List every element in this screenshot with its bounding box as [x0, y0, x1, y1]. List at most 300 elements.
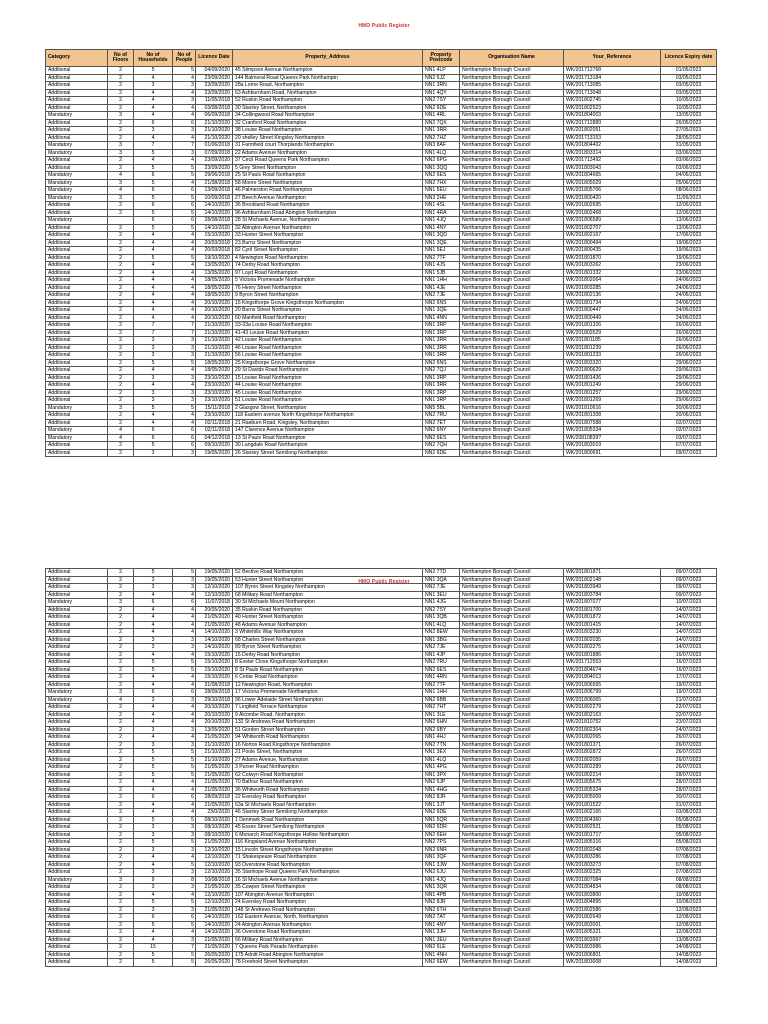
cell-organisation: Northampton Borough Council	[460, 104, 564, 112]
cell-category: Additional	[46, 382, 108, 390]
cell-reference: WK/201713085	[564, 82, 661, 90]
table-row	[46, 704, 717, 712]
cell-people: 4	[173, 929, 196, 937]
table-body	[46, 67, 717, 457]
cell-households: 5	[134, 67, 173, 75]
cell-households: 3	[134, 576, 173, 584]
cell-category: Additional	[46, 284, 108, 292]
cell-floors: 2	[108, 846, 134, 854]
cell-category: Additional	[46, 277, 108, 285]
table-row	[46, 839, 717, 847]
cell-people: 4	[173, 674, 196, 682]
cell-expiry-date: 05/08/2023	[661, 816, 717, 824]
cell-address: 94 Whitworth Road Northampton	[233, 734, 423, 742]
cell-address: 28 St Michaels Avenue, Northampton	[233, 217, 423, 225]
cell-households: 5	[134, 149, 173, 157]
cell-expiry-date: 14/08/2023	[661, 944, 717, 952]
cell-expiry-date: 24/06/2023	[661, 277, 717, 285]
cell-people: 3	[173, 846, 196, 854]
cell-expiry-date: 28/07/2023	[661, 786, 717, 794]
cell-floors: 2	[108, 269, 134, 277]
cell-organisation: Northampton Borough Council	[460, 67, 564, 75]
cell-postcode: NN1 3RP	[423, 397, 460, 405]
cell-reference: WK/201804834	[564, 884, 661, 892]
table-row	[46, 119, 717, 127]
cell-expiry-date: 05/08/2023	[661, 824, 717, 832]
cell-licence-date: 14/10/2020	[196, 224, 233, 232]
cell-people: 6	[173, 434, 196, 442]
cell-people: 4	[173, 704, 196, 712]
table-row	[46, 442, 717, 450]
cell-licence-date: 19/05/2020	[196, 449, 233, 457]
cell-floors: 2	[108, 209, 134, 217]
cell-postcode: NN1 3RR	[423, 344, 460, 352]
cell-organisation: Northampton Borough Council	[460, 344, 564, 352]
cell-licence-date: 20/10/2020	[196, 299, 233, 307]
cell-category: Additional	[46, 337, 108, 345]
cell-floors: 2	[108, 576, 134, 584]
cell-licence-date: 15/11/2018	[196, 404, 233, 412]
cell-postcode: NN1 4LP	[423, 67, 460, 75]
cell-reference: WK/201712553	[564, 659, 661, 667]
cell-reference: WK/201807077	[564, 599, 661, 607]
cell-category: Additional	[46, 606, 108, 614]
table-row	[46, 239, 717, 247]
cell-reference: WK/201801371	[564, 741, 661, 749]
cell-organisation: Northampton Borough Council	[460, 906, 564, 914]
cell-category: Mandatory	[46, 142, 108, 150]
cell-postcode: NN1 4PB	[423, 891, 460, 899]
cell-address: 116 Kingsland Avenue Northampton	[233, 839, 423, 847]
cell-licence-date: 13/05/2020	[196, 269, 233, 277]
cell-postcode: NN2 6ES	[423, 172, 460, 180]
cell-organisation: Northampton Borough Council	[460, 367, 564, 375]
cell-category: Additional	[46, 681, 108, 689]
cell-floors: 2	[108, 951, 134, 959]
cell-organisation: Northampton Borough Council	[460, 846, 564, 854]
cell-licence-date: 23/09/2020	[196, 164, 233, 172]
table-row	[46, 194, 717, 202]
cell-expiry-date: 03/06/2023	[661, 164, 717, 172]
cell-people: 5	[173, 959, 196, 967]
cell-people: 4	[173, 734, 196, 742]
cell-households: 5	[134, 839, 173, 847]
cell-floors: 2	[108, 262, 134, 270]
cell-expiry-date: 05/08/2023	[661, 831, 717, 839]
cell-postcode: NN2 6NS	[423, 299, 460, 307]
cell-households: 5	[134, 254, 173, 262]
cell-postcode: NN2 7QJ	[423, 367, 460, 375]
cell-people: 4	[173, 157, 196, 165]
cell-address: 46 Stanley Street Semilong Northampton	[233, 809, 423, 817]
cell-expiry-date: 14/07/2023	[661, 636, 717, 644]
cell-organisation: Northampton Borough Council	[460, 936, 564, 944]
cell-licence-date: 21/10/2020	[196, 337, 233, 345]
cell-expiry-date: 04/06/2023	[661, 172, 717, 180]
cell-expiry-date: 22/07/2023	[661, 711, 717, 719]
table-row	[46, 352, 717, 360]
cell-licence-date: 21/10/2020	[196, 741, 233, 749]
cell-organisation: Northampton Borough Council	[460, 786, 564, 794]
cell-organisation: Northampton Borough Council	[460, 352, 564, 360]
header-licence-date: Licence Date	[196, 50, 233, 67]
cell-organisation: Northampton Borough Council	[460, 644, 564, 652]
cell-reference: WK/201800691	[564, 449, 661, 457]
cell-licence-date: 21/10/2020	[196, 756, 233, 764]
cell-address: 6 Cedar Road Northampton	[233, 674, 423, 682]
cell-reference: WK/201805321	[564, 929, 661, 937]
cell-reference: WK/201800447	[564, 307, 661, 315]
cell-category: Additional	[46, 202, 108, 210]
table-row	[46, 779, 717, 787]
cell-category: Mandatory	[46, 599, 108, 607]
cell-expiry-date: 24/06/2023	[661, 314, 717, 322]
cell-postcode: NN2 7HZ	[423, 134, 460, 142]
cell-people: 5	[173, 404, 196, 412]
cell-licence-date: 08/10/2020	[196, 824, 233, 832]
cell-expiry-date: 30/07/2023	[661, 794, 717, 802]
cell-licence-date: 14/10/2020	[196, 644, 233, 652]
cell-licence-date: 18/05/2020	[196, 359, 233, 367]
cell-address: 51 Louise Road Northampton	[233, 397, 423, 405]
cell-address: 15 Derby Road Northampton	[233, 651, 423, 659]
table-row	[46, 149, 717, 157]
cell-floors: 2	[108, 337, 134, 345]
cell-postcode: NN1 4JG	[423, 599, 460, 607]
cell-category: Additional	[46, 719, 108, 727]
cell-category: Additional	[46, 771, 108, 779]
cell-households: 4	[134, 674, 173, 682]
cell-expiry-date: 07/08/2023	[661, 861, 717, 869]
cell-households: 5	[134, 756, 173, 764]
cell-licence-date: 19/05/2020	[196, 569, 233, 577]
cell-people: 3	[173, 884, 196, 892]
cell-expiry-date: 28/05/2023	[661, 134, 717, 142]
cell-category: Additional	[46, 367, 108, 375]
table-row	[46, 277, 717, 285]
cell-postcode: NN1 5JB	[423, 269, 460, 277]
cell-households: 4	[134, 734, 173, 742]
cell-licence-date: 21/05/2020	[196, 944, 233, 952]
cell-organisation: Northampton Borough Council	[460, 614, 564, 622]
cell-licence-date: 21/05/2020	[196, 771, 233, 779]
cell-expiry-date: 02/07/2023	[661, 427, 717, 435]
cell-reference: WK/201800494	[564, 239, 661, 247]
cell-expiry-date: 29/06/2023	[661, 389, 717, 397]
cell-reference: WK/201712889	[564, 119, 661, 127]
cell-address: 32 Cranford Road Northampton	[233, 119, 423, 127]
cell-category: Additional	[46, 127, 108, 135]
cell-organisation: Northampton Borough Council	[460, 809, 564, 817]
cell-reference: WK/201803273	[564, 861, 661, 869]
table-row	[46, 666, 717, 674]
cell-floors: 2	[108, 711, 134, 719]
cell-expiry-date: 09/07/2023	[661, 584, 717, 592]
table-row	[46, 367, 717, 375]
cell-postcode: NN1 4QY	[423, 89, 460, 97]
table-row	[46, 696, 717, 704]
cell-category: Additional	[46, 726, 108, 734]
cell-category: Additional	[46, 636, 108, 644]
cell-floors: 2	[108, 277, 134, 285]
cell-address: 3 Purser Road Northampton	[233, 764, 423, 772]
header-address: Property_Address	[233, 50, 423, 67]
cell-licence-date: 10/09/2018	[196, 194, 233, 202]
cell-reference: WK/201805334	[564, 427, 661, 435]
cell-organisation: Northampton Borough Council	[460, 666, 564, 674]
cell-expiry-date: 12/06/2023	[661, 202, 717, 210]
cell-address: 12 Newington Road, Northampton	[233, 681, 423, 689]
cell-households: 4	[134, 614, 173, 622]
cell-category: Additional	[46, 936, 108, 944]
table-row	[46, 599, 717, 607]
cell-households: 3	[134, 884, 173, 892]
cell-licence-date: 21/05/2020	[196, 801, 233, 809]
cell-postcode: NN1 4NY	[423, 921, 460, 929]
cell-address: 52 Ruskin Road Northampton	[233, 97, 423, 105]
table-row	[46, 419, 717, 427]
cell-floors: 2	[108, 419, 134, 427]
cell-expiry-date: 23/06/2023	[661, 269, 717, 277]
cell-people: 4	[173, 367, 196, 375]
cell-postcode: NN1 3EX	[423, 749, 460, 757]
cell-address: 32 Abington Avenue Northampton	[233, 224, 423, 232]
cell-households: 7	[134, 322, 173, 330]
table-row	[46, 382, 717, 390]
table-row	[46, 906, 717, 914]
cell-licence-date: 18/05/2020	[196, 367, 233, 375]
cell-category: Additional	[46, 389, 108, 397]
cell-people: 4	[173, 134, 196, 142]
cell-address: 25 Kingsthorpe Grove Northampton	[233, 359, 423, 367]
cell-postcode: NN1 3QE	[423, 307, 460, 315]
cell-postcode: NN2 7RU	[423, 412, 460, 420]
cell-expiry-date: 09/07/2023	[661, 449, 717, 457]
cell-category: Additional	[46, 352, 108, 360]
cell-postcode: NN2 6ES	[423, 666, 460, 674]
cell-people: 4	[173, 112, 196, 120]
cell-floors: 2	[108, 899, 134, 907]
cell-reference: WK/201801332	[564, 269, 661, 277]
cell-floors: 2	[108, 929, 134, 937]
cell-postcode: NN1 3JW	[423, 861, 460, 869]
cell-address: 70 Balfour Road Northampton	[233, 779, 423, 787]
cell-licence-date: 12/10/2020	[196, 854, 233, 862]
cell-organisation: Northampton Borough Council	[460, 861, 564, 869]
cell-people: 4	[173, 299, 196, 307]
cell-reference: WK/201713153	[564, 134, 661, 142]
cell-category: Additional	[46, 854, 108, 862]
cell-people: 4	[173, 779, 196, 787]
cell-reference: WK/201802289	[564, 764, 661, 772]
cell-people: 3	[173, 869, 196, 877]
cell-reference: WK/201804360	[564, 816, 661, 824]
cell-address: 7 Lingfield Terrace Northampton	[233, 704, 423, 712]
cell-category: Additional	[46, 869, 108, 877]
cell-expiry-date: 13/05/2023	[661, 112, 717, 120]
cell-category: Additional	[46, 67, 108, 75]
cell-reference: WK/201801185	[564, 337, 661, 345]
cell-households: 3	[134, 352, 173, 360]
cell-licence-date: 20/03/2018	[196, 247, 233, 255]
cell-people: 8	[173, 876, 196, 884]
cell-floors: 2	[108, 891, 134, 899]
cell-expiry-date: 03/06/2023	[661, 157, 717, 165]
cell-organisation: Northampton Borough Council	[460, 262, 564, 270]
cell-reference: WK/201805675	[564, 779, 661, 787]
cell-people: 4	[173, 629, 196, 637]
cell-address: 36 Brookland Road Northampton	[233, 202, 423, 210]
cell-households: 6	[134, 119, 173, 127]
cell-people: 4	[173, 247, 196, 255]
cell-expiry-date: 23/06/2023	[661, 262, 717, 270]
page-title: HMO Public Register	[358, 23, 410, 29]
cell-licence-date: 23/10/2020	[196, 382, 233, 390]
cell-postcode: NN2 7JE	[423, 644, 460, 652]
cell-category: Mandatory	[46, 179, 108, 187]
cell-licence-date: 07/09/2018	[196, 149, 233, 157]
cell-people: 3	[173, 352, 196, 360]
cell-postcode: NN1 4JE	[423, 284, 460, 292]
cell-organisation: Northampton Borough Council	[460, 689, 564, 697]
cell-households: 4	[134, 104, 173, 112]
table-row	[46, 771, 717, 779]
cell-households: 5	[134, 442, 173, 450]
cell-floors: 2	[108, 606, 134, 614]
cell-people: 3	[173, 726, 196, 734]
cell-households: 4	[134, 97, 173, 105]
cell-address: 107 Byron Street Kingsley Northampton	[233, 584, 423, 592]
cell-address: 89 Byron Street Northampton	[233, 644, 423, 652]
table-row	[46, 389, 717, 397]
cell-organisation: Northampton Borough Council	[460, 89, 564, 97]
cell-reference: WK/201801326	[564, 322, 661, 330]
cell-floors: 2	[108, 621, 134, 629]
cell-address: 30 St Michaels Mount Northampton	[233, 599, 423, 607]
cell-expiry-date: 14/07/2023	[661, 644, 717, 652]
cell-organisation: Northampton Borough Council	[460, 224, 564, 232]
cell-address: 1 Denmark Road Northampton	[233, 816, 423, 824]
cell-address: 26 Stanley Street Semilong Northampton	[233, 449, 423, 457]
cell-address: 45 Louise Road Northampton	[233, 389, 423, 397]
cell-category: Additional	[46, 322, 108, 330]
cell-floors: 2	[108, 786, 134, 794]
cell-postcode: NN2 6DE	[423, 104, 460, 112]
cell-postcode: NN1 4JS	[423, 262, 460, 270]
cell-people: 5	[173, 172, 196, 180]
cell-floors: 4	[108, 172, 134, 180]
header-households: No of Households	[134, 50, 173, 67]
cell-households: 5	[134, 164, 173, 172]
cell-address: 37 Cecil Road Queens Park Northampton	[233, 157, 423, 165]
cell-category: Mandatory	[46, 404, 108, 412]
cell-expiry-date: 26/07/2023	[661, 734, 717, 742]
cell-people: 3	[173, 741, 196, 749]
cell-reference: WK/201804895	[564, 899, 661, 907]
cell-address: 15 Kingsthorpe Grove Kingsthorpe Northampton	[233, 299, 423, 307]
cell-households: 15	[134, 944, 173, 952]
cell-reference: WK/201810616	[564, 404, 661, 412]
table-row	[46, 179, 717, 187]
cell-address: 132 St Andrews Road Northampton	[233, 719, 423, 727]
cell-address: 56 Louise Road Northampton	[233, 352, 423, 360]
cell-reference: WK/201712768	[564, 67, 661, 75]
cell-households: 3	[134, 696, 173, 704]
cell-households: 5	[134, 209, 173, 217]
cell-address: 17 Victoria Promenade Northampton	[233, 689, 423, 697]
cell-people: 3	[173, 576, 196, 584]
cell-expiry-date: 03/05/2023	[661, 82, 717, 90]
cell-licence-date: 21/05/2020	[196, 764, 233, 772]
cell-households: 3	[134, 127, 173, 135]
cell-organisation: Northampton Borough Council	[460, 779, 564, 787]
cell-postcode: NN2 7ET	[423, 419, 460, 427]
cell-licence-date: 21/05/2020	[196, 884, 233, 892]
cell-people: 3	[173, 584, 196, 592]
cell-floors: 2	[108, 292, 134, 300]
cell-organisation: Northampton Borough Council	[460, 254, 564, 262]
cell-postcode: NN2 6TH	[423, 906, 460, 914]
cell-address: 36 Overstone Road Northampton	[233, 929, 423, 937]
cell-address: 175 Adnitt Road Abington Northampton	[233, 951, 423, 959]
cell-postcode: NN2 6NS	[423, 359, 460, 367]
cell-reference: WK/201805009	[564, 794, 661, 802]
cell-expiry-date: 29/06/2023	[661, 374, 717, 382]
cell-address: 9 Alcombe Road, Northampton	[233, 711, 423, 719]
cell-households: 4	[134, 621, 173, 629]
cell-reference: WK/201801522	[564, 801, 661, 809]
cell-reference: WK/201806565	[564, 681, 661, 689]
cell-reference: WK/201802275	[564, 644, 661, 652]
cell-organisation: Northampton Borough Council	[460, 404, 564, 412]
cell-organisation: Northampton Borough Council	[460, 621, 564, 629]
cell-organisation: Northampton Borough Council	[460, 921, 564, 929]
cell-people: 4	[173, 104, 196, 112]
cell-people: 5	[173, 816, 196, 824]
cell-floors: 3	[108, 142, 134, 150]
cell-households: 6	[134, 689, 173, 697]
cell-reference: WK/201801233	[564, 352, 661, 360]
cell-floors: 2	[108, 854, 134, 862]
cell-expiry-date: 26/06/2023	[661, 352, 717, 360]
cell-households: 4	[134, 861, 173, 869]
table-row	[46, 711, 717, 719]
table-row	[46, 344, 717, 352]
cell-category: Additional	[46, 239, 108, 247]
cell-people: 5	[173, 659, 196, 667]
cell-households: 4	[134, 239, 173, 247]
cell-category: Mandatory	[46, 112, 108, 120]
cell-households: 6	[134, 599, 173, 607]
cell-floors: 2	[108, 674, 134, 682]
cell-licence-date: 21/05/2020	[196, 734, 233, 742]
cell-address: 96 Ashburnham Road Abington Northampton	[233, 209, 423, 217]
cell-reference: WK/201802167	[564, 232, 661, 240]
cell-category: Additional	[46, 756, 108, 764]
cell-address: 118 Eastern avenue North Kingsthorpe Northampton	[233, 412, 423, 420]
cell-households: 3	[134, 449, 173, 457]
cell-address: 25 St Pauls Road Northampton	[233, 172, 423, 180]
cell-reference: WK/201801871	[564, 569, 661, 577]
cell-address: 44 Louise Road Northampton	[233, 382, 423, 390]
cell-licence-date: 12/10/2020	[196, 869, 233, 877]
cell-people: 4	[173, 262, 196, 270]
cell-organisation: Northampton Borough Council	[460, 741, 564, 749]
cell-category: Additional	[46, 591, 108, 599]
cell-reference: WK/201802707	[564, 224, 661, 232]
cell-reference: WK/201713184	[564, 74, 661, 82]
cell-expiry-date: 16/07/2023	[661, 666, 717, 674]
